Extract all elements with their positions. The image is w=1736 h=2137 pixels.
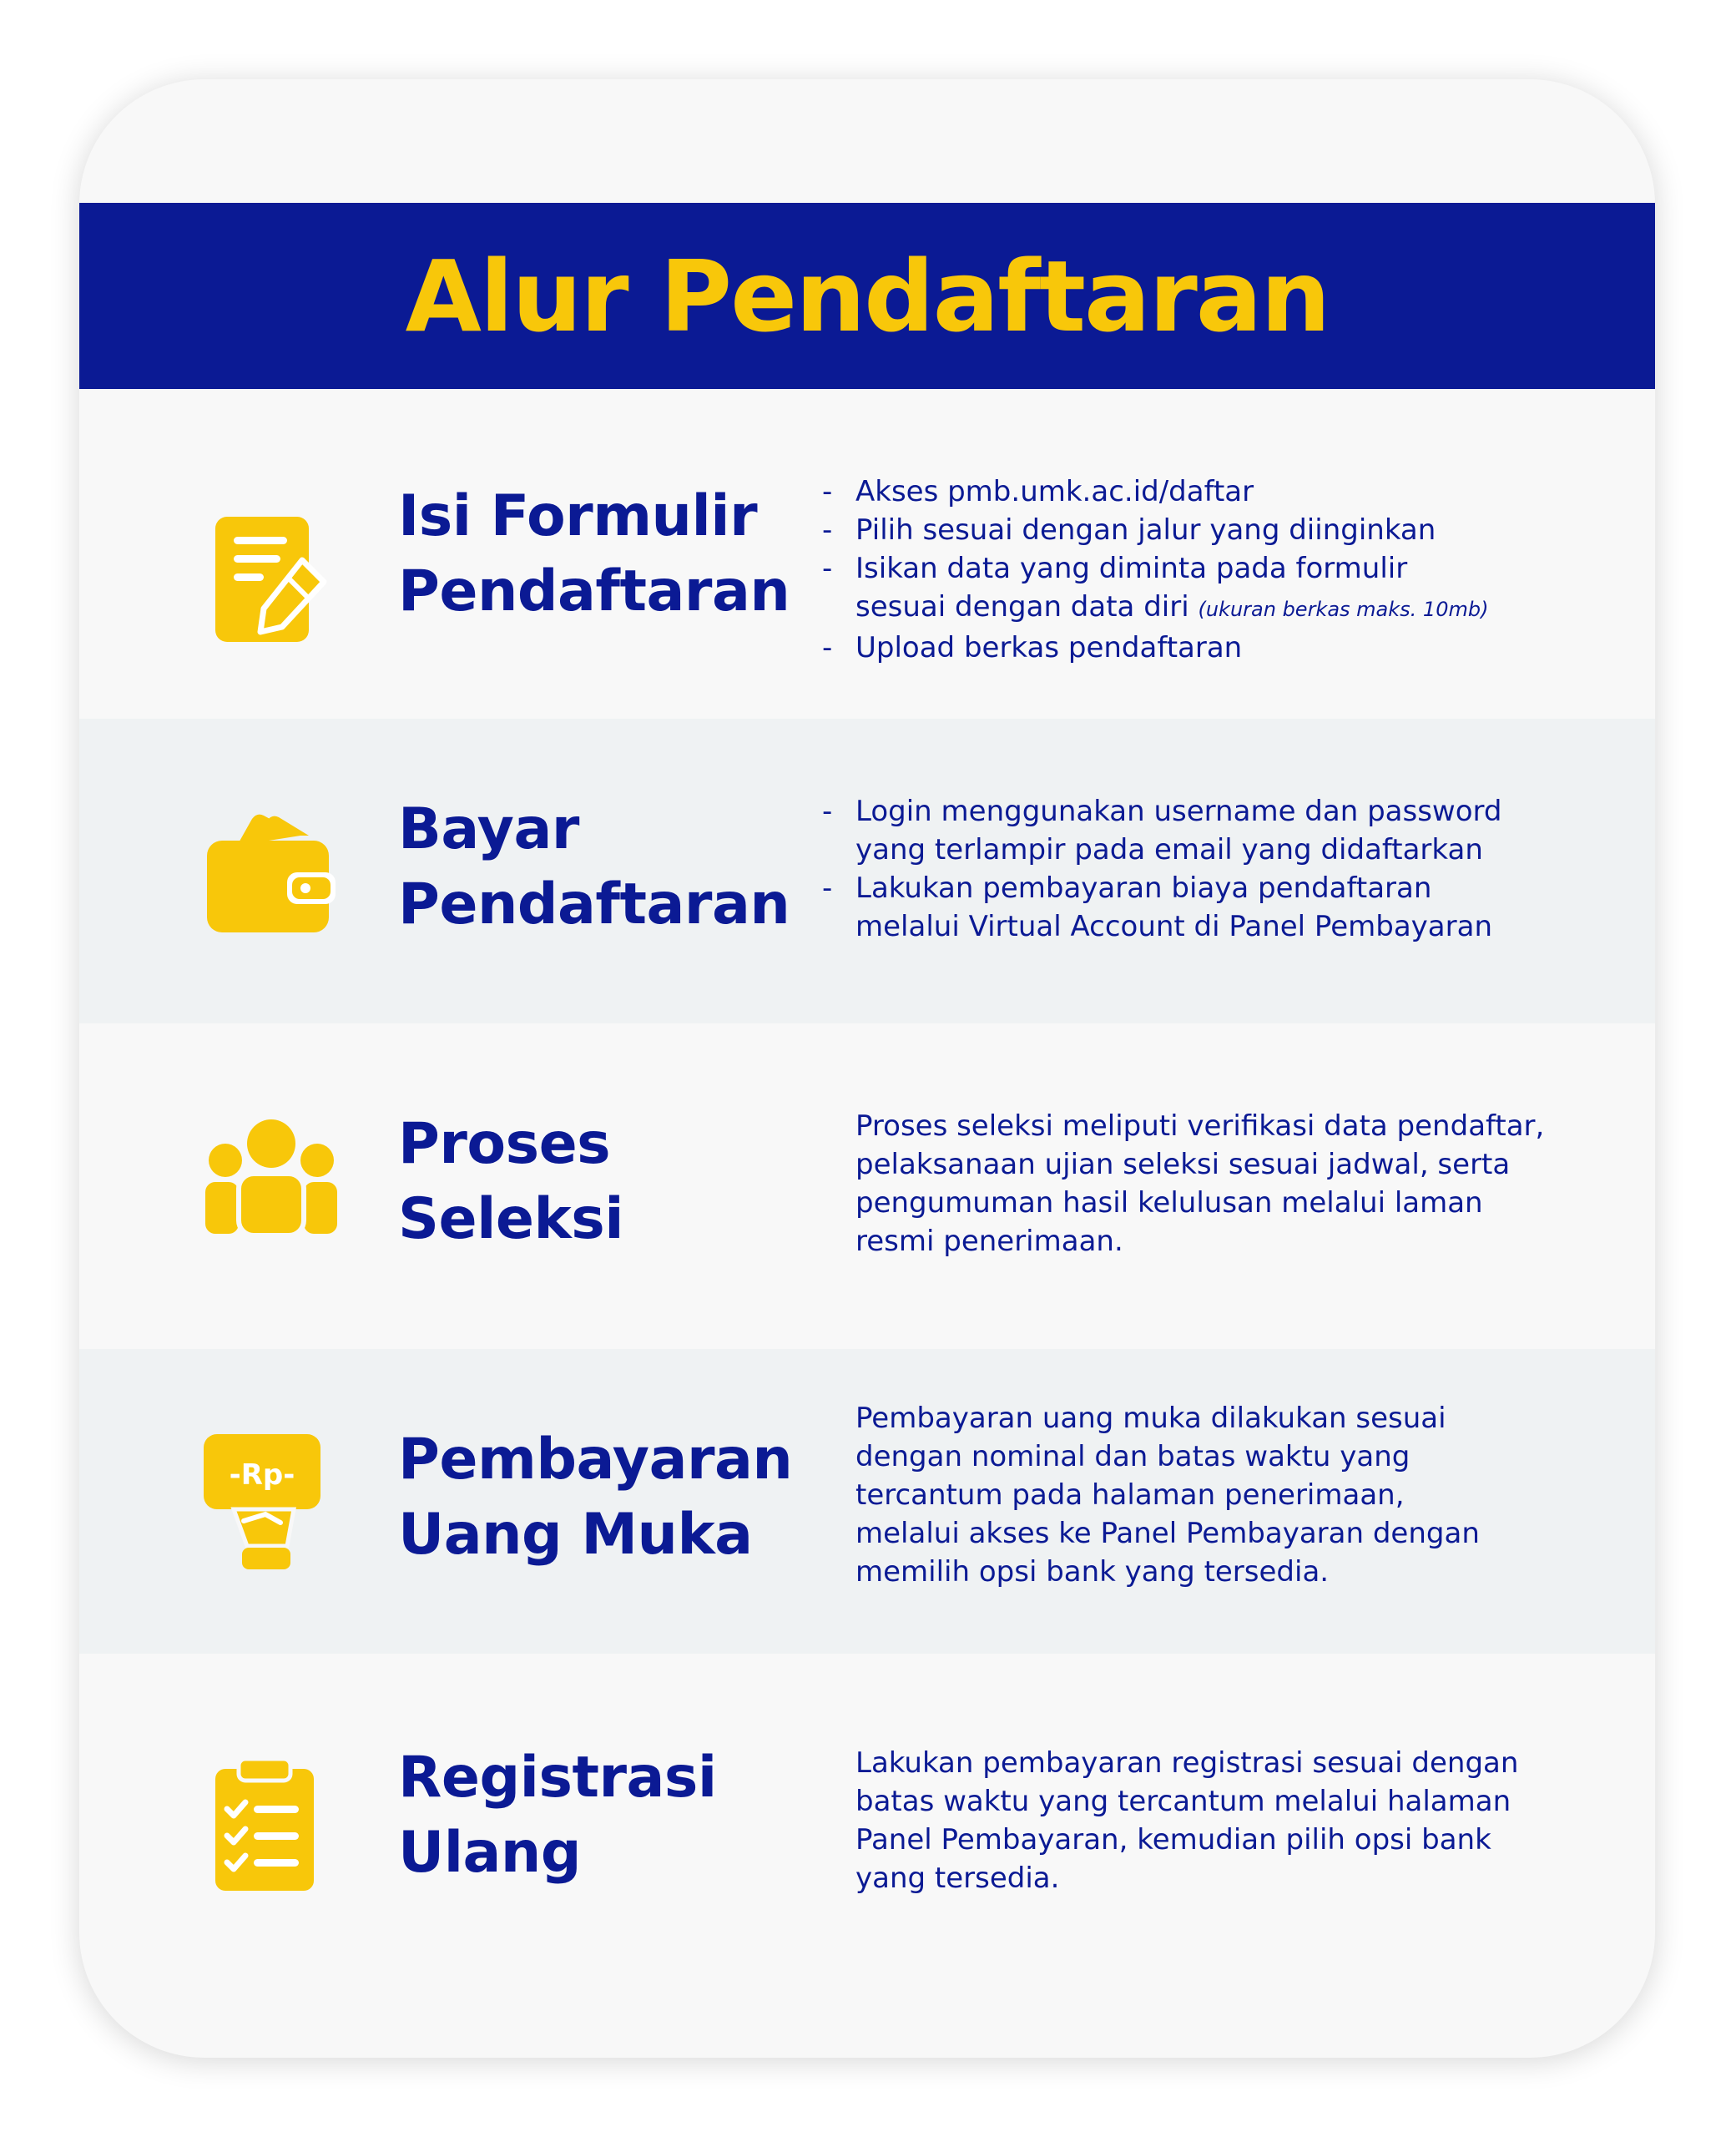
- wallet-icon: [200, 802, 342, 944]
- rupiah-label: -Rp-: [229, 1458, 295, 1492]
- step-row-isi-formulir: [79, 389, 1655, 719]
- step-title: Proses Seleksi: [398, 1111, 624, 1252]
- header-banner: [79, 203, 1655, 389]
- step-description: Lakukan pembayaran registrasi sesuai dengan batas waktu yang tercantum melalui halaman Panel Pembayaran, kemudian pilih opsi bank yang tersedia.: [855, 1746, 1519, 1895]
- list-item: - Login menggunakan username dan password yang terlampir pada email yang didaftarkan: [822, 792, 1573, 869]
- step-title: Bayar Pendaftaran: [398, 796, 790, 937]
- list-item: - Upload berkas pendaftaran: [822, 629, 1573, 667]
- list-item: - Pilih sesuai dengan jalur yang diinginkan: [822, 511, 1573, 549]
- step-description: [822, 472, 1573, 667]
- list-item: - Lakukan pembayaran biaya pendaftaran melalui Virtual Account di Panel Pembayaran: [822, 869, 1573, 946]
- rupiah-hand-icon: [200, 1431, 342, 1573]
- registration-flow-card: [79, 79, 1655, 2058]
- step-title: Registrasi Ulang: [398, 1745, 717, 1886]
- page-title: Alur Pendaftaran: [405, 238, 1330, 354]
- step-description: [822, 792, 1573, 946]
- step-row-proses-seleksi: [79, 1023, 1655, 1349]
- step-description: Pembayaran uang muka dilakukan sesuai dengan nominal dan batas waktu yang tercantum pada halaman penerimaan, melalui akses ke Panel Pembayaran dengan memilih opsi bank yang tersedia.: [855, 1402, 1480, 1589]
- step-row-bayar-pendaftaran: [79, 719, 1655, 1023]
- form-pencil-icon: [200, 510, 342, 652]
- step-row-pembayaran-uang-muka: [79, 1349, 1655, 1654]
- step-title: Isi Formulir Pendaftaran: [398, 483, 790, 624]
- step-title: Pembayaran Uang Muka: [398, 1427, 793, 1568]
- list-item: - Isikan data yang diminta pada formulir sesuai dengan data diri (ukuran berkas maks. 10mb): [822, 549, 1573, 629]
- file-size-note: (ukuran berkas maks. 10mb): [1198, 598, 1489, 621]
- step-row-registrasi-ulang: [79, 1654, 1655, 2058]
- clipboard-checklist-icon: [200, 1754, 342, 1896]
- step-description: Proses seleksi meliputi verifikasi data pendaftar, pelaksanaan ujian seleksi sesuai jadwal, serta pengumuman hasil kelulusan melalui laman resmi penerimaan.: [855, 1109, 1545, 1258]
- list-item: - Akses pmb.umk.ac.id/daftar: [822, 472, 1573, 511]
- people-group-icon: [200, 1105, 342, 1247]
